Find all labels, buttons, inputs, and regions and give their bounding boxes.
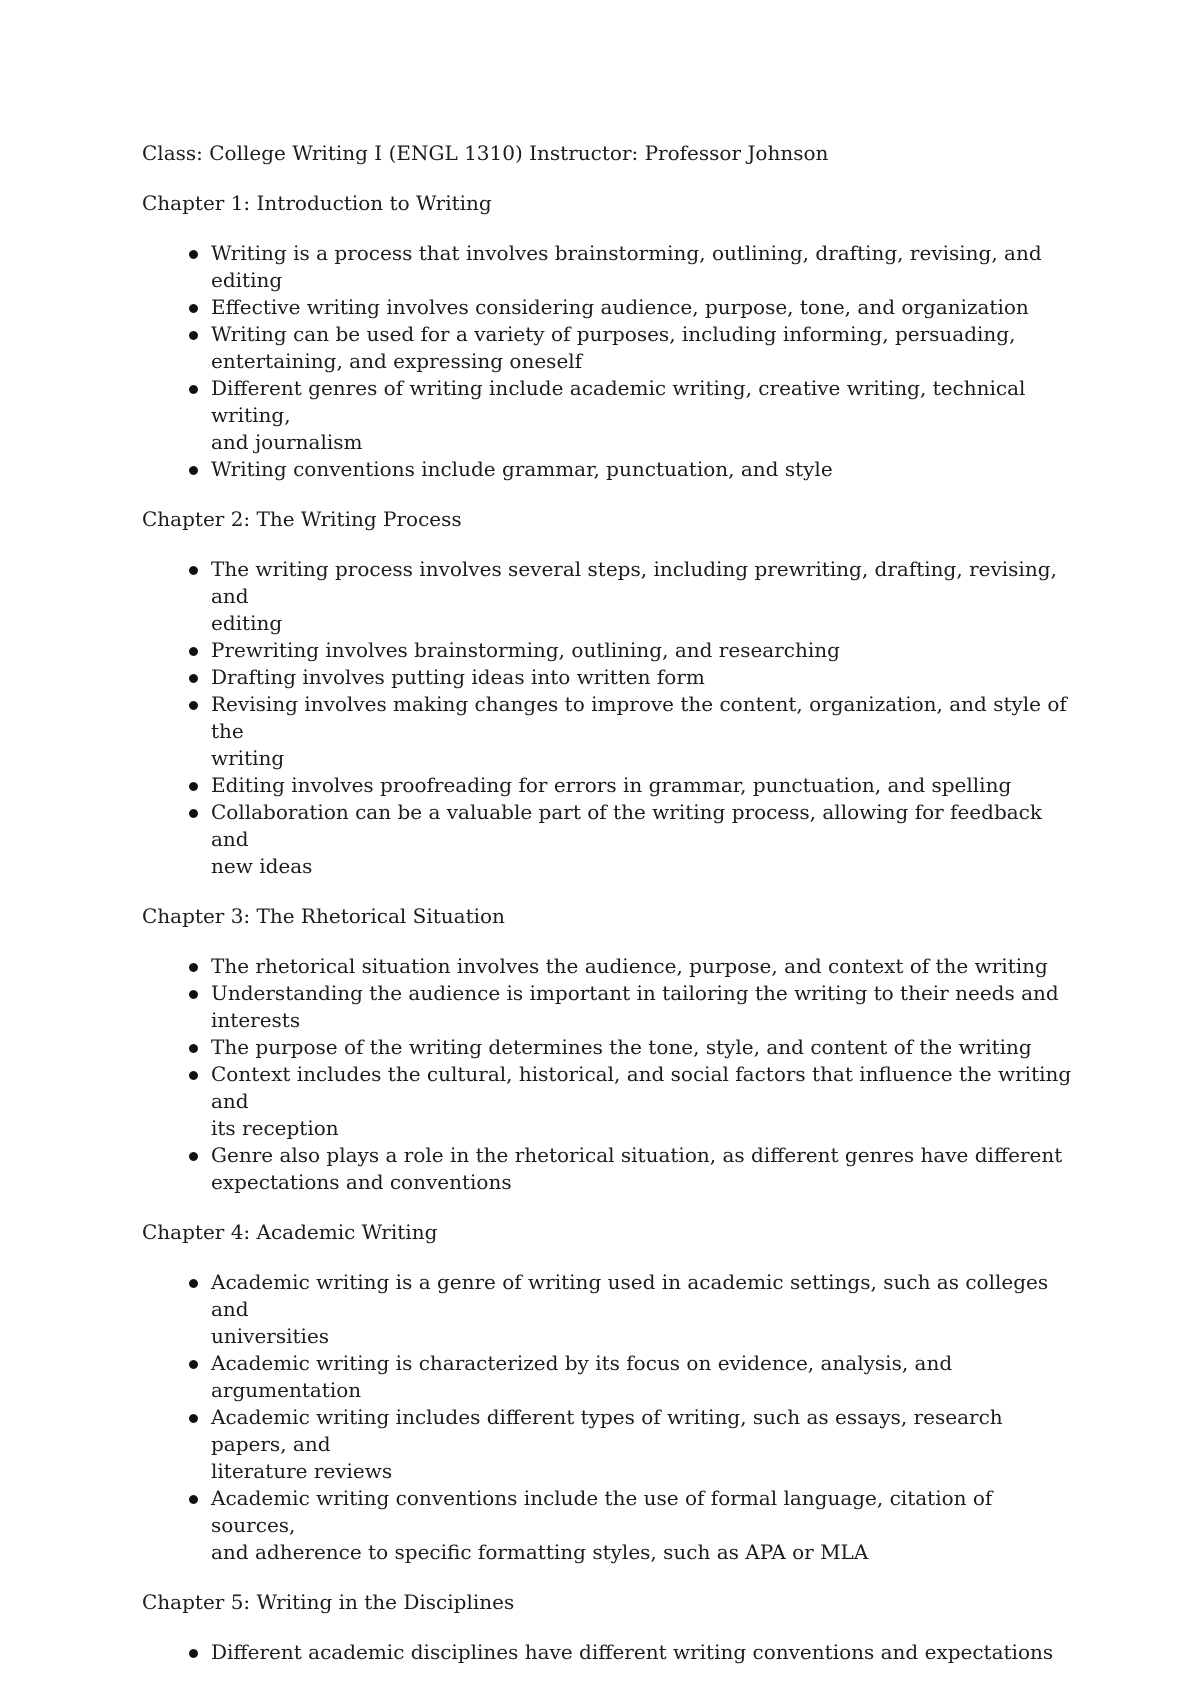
list-item-text: Academic writing includes different types of writing, such as essays, research papers, and literature reviews <box>211 1405 1003 1483</box>
list-item <box>211 772 1072 799</box>
bullet-icon <box>189 647 198 656</box>
list-item <box>211 953 1072 980</box>
bullet-icon <box>189 331 198 340</box>
bullet-list <box>142 1639 1072 1666</box>
list-item-text: The writing process involves several steps, including prewriting, drafting, revising, and editing <box>211 557 1057 635</box>
bullet-icon <box>189 1071 198 1080</box>
list-item-text: Academic writing is a genre of writing used in academic settings, such as colleges and universities <box>211 1270 1049 1348</box>
list-item-text: Prewriting involves brainstorming, outlining, and researching <box>211 638 840 662</box>
list-item <box>211 1404 1072 1485</box>
list-item-text: Genre also plays a role in the rhetorical situation, as different genres have different expectations and conventions <box>211 1143 1063 1194</box>
list-item-text: Understanding the audience is important in tailoring the writing to their needs and interests <box>211 981 1059 1032</box>
bullet-icon <box>189 701 198 710</box>
list-item <box>211 1485 1072 1566</box>
list-item-text: Writing is a process that involves brainstorming, outlining, drafting, revising, and editing <box>211 241 1042 292</box>
bullet-list <box>142 240 1072 483</box>
list-item <box>211 691 1072 772</box>
chapter-1-section <box>142 190 1072 483</box>
document-page <box>142 140 1072 1689</box>
list-item <box>211 456 1072 483</box>
list-item <box>211 375 1072 456</box>
bullet-icon <box>189 304 198 313</box>
bullet-icon <box>189 1044 198 1053</box>
list-item <box>211 980 1072 1034</box>
class-info-line: Class: College Writing I (ENGL 1310) Instructor: Professor Johnson <box>142 141 829 165</box>
list-item-text: The rhetorical situation involves the audience, purpose, and context of the writing <box>211 954 1048 978</box>
list-item-text: Collaboration can be a valuable part of the writing process, allowing for feedback and new ideas <box>211 800 1042 878</box>
list-item-text: Editing involves proofreading for errors in grammar, punctuation, and spelling <box>211 773 1012 797</box>
list-item <box>211 240 1072 294</box>
bullet-icon <box>189 385 198 394</box>
list-item <box>211 1350 1072 1404</box>
list-item-text: The purpose of the writing determines the tone, style, and content of the writing <box>211 1035 1032 1059</box>
chapter-2-section <box>142 506 1072 880</box>
list-item <box>211 1639 1072 1666</box>
list-item-text: Revising involves making changes to improve the content, organization, and style of the writing <box>211 692 1067 770</box>
list-item-text: Drafting involves putting ideas into written form <box>211 665 705 689</box>
chapter-heading: Chapter 4: Academic Writing <box>142 1220 438 1244</box>
list-item <box>211 637 1072 664</box>
list-item-text: Writing can be used for a variety of purposes, including informing, persuading, entertaining, and expressing oneself <box>211 322 1016 373</box>
list-item <box>211 294 1072 321</box>
bullet-icon <box>189 782 198 791</box>
bullet-icon <box>189 1649 198 1658</box>
bullet-icon <box>189 566 198 575</box>
bullet-icon <box>189 809 198 818</box>
list-item <box>211 1269 1072 1350</box>
bullet-icon <box>189 1495 198 1504</box>
list-item <box>211 664 1072 691</box>
chapter-5-section <box>142 1589 1072 1666</box>
list-item <box>211 556 1072 637</box>
bullet-icon <box>189 963 198 972</box>
list-item <box>211 321 1072 375</box>
list-item-text: Writing conventions include grammar, punctuation, and style <box>211 457 833 481</box>
bullet-icon <box>189 466 198 475</box>
bullet-icon <box>189 1152 198 1161</box>
bullet-icon <box>189 1360 198 1369</box>
list-item-text: Academic writing conventions include the use of formal language, citation of sources, and adherence to specific formatting styles, such as APA or MLA <box>211 1486 993 1564</box>
bullet-icon <box>189 250 198 259</box>
list-item-text: Effective writing involves considering audience, purpose, tone, and organization <box>211 295 1029 319</box>
bullet-list <box>142 953 1072 1196</box>
list-item <box>211 1061 1072 1142</box>
list-item <box>211 799 1072 880</box>
bullet-list <box>142 1269 1072 1566</box>
bullet-icon <box>189 1414 198 1423</box>
bullet-icon <box>189 674 198 683</box>
chapter-heading: Chapter 3: The Rhetorical Situation <box>142 904 505 928</box>
bullet-icon <box>189 990 198 999</box>
chapter-4-section <box>142 1219 1072 1566</box>
chapter-heading: Chapter 5: Writing in the Disciplines <box>142 1590 515 1614</box>
list-item <box>211 1142 1072 1196</box>
list-item-text: Context includes the cultural, historical, and social factors that influence the writing and its reception <box>211 1062 1072 1140</box>
chapter-heading: Chapter 2: The Writing Process <box>142 507 462 531</box>
list-item-text: Different academic disciplines have different writing conventions and expectations <box>211 1640 1054 1664</box>
chapter-3-section <box>142 903 1072 1196</box>
list-item-text: Academic writing is characterized by its focus on evidence, analysis, and argumentation <box>211 1351 953 1402</box>
list-item-text: Different genres of writing include academic writing, creative writing, technical writing, and journalism <box>211 376 1026 454</box>
bullet-list <box>142 556 1072 880</box>
chapter-heading: Chapter 1: Introduction to Writing <box>142 191 492 215</box>
list-item <box>211 1034 1072 1061</box>
bullet-icon <box>189 1279 198 1288</box>
